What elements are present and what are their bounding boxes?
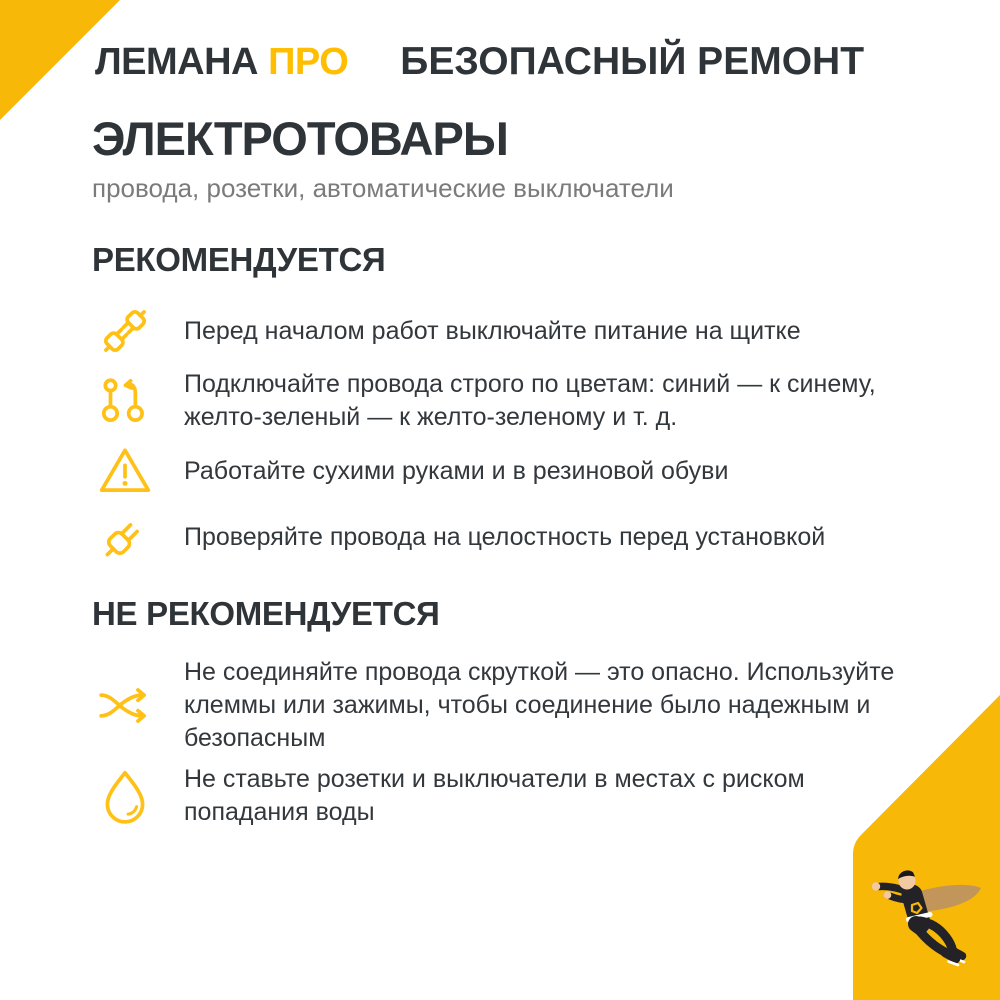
plug-icon — [92, 508, 158, 566]
brand-logo — [95, 41, 348, 84]
warning-triangle-icon — [92, 442, 158, 500]
guideline-row — [92, 508, 932, 566]
bottom-right-corner-decoration — [840, 688, 1000, 1000]
section-heading: НЕ РЕКОМЕНДУЕТСЯ — [92, 595, 440, 632]
guideline-text: Работайте сухими руками и в резиновой обуви — [184, 456, 729, 485]
section-not-recommended — [92, 594, 932, 829]
guideline-text: Проверяйте провода на целостность перед установкой — [184, 522, 826, 551]
crossed-wires-icon — [92, 677, 158, 735]
section-heading: РЕКОМЕНДУЕТСЯ — [92, 241, 386, 278]
section-recommended — [92, 240, 932, 566]
guideline-row — [92, 763, 932, 829]
page-title: ЭЛЕКТРОТОВАРЫ — [92, 112, 508, 165]
campaign-title: БЕЗОПАСНЫЙ РЕМОНТ — [400, 40, 865, 83]
guideline-row — [92, 442, 932, 500]
page-subtitle: провода, розетки, автоматические выключатели — [92, 172, 674, 203]
content — [92, 240, 932, 837]
brand-logo-accent: ПРО — [268, 40, 349, 83]
guideline-text: Не ставьте розетки и выключатели в местах с риском попадания воды — [184, 765, 805, 826]
guideline-text: Перед началом работ выключайте питание на щитке — [184, 316, 801, 345]
guideline-row — [92, 302, 932, 360]
brand-logo-primary: ЛЕМАНА — [95, 40, 258, 83]
unplugged-connectors-icon — [92, 302, 158, 360]
title-block — [92, 114, 674, 204]
guideline-text: Не соединяйте провода скруткой — это опасно. Используйте клеммы или зажимы, чтобы соединение было надежным и безопасным — [184, 658, 895, 752]
guideline-row — [92, 656, 932, 755]
guideline-row — [92, 368, 932, 434]
wire-colors-icon — [92, 372, 158, 430]
flying-mascot — [850, 865, 990, 970]
water-drop-icon — [92, 767, 158, 825]
poster-header — [95, 40, 864, 84]
guideline-text: Подключайте провода строго по цветам: синий — к синему, желто-зеленый — к желто-зеленому и т. д. — [184, 370, 876, 431]
